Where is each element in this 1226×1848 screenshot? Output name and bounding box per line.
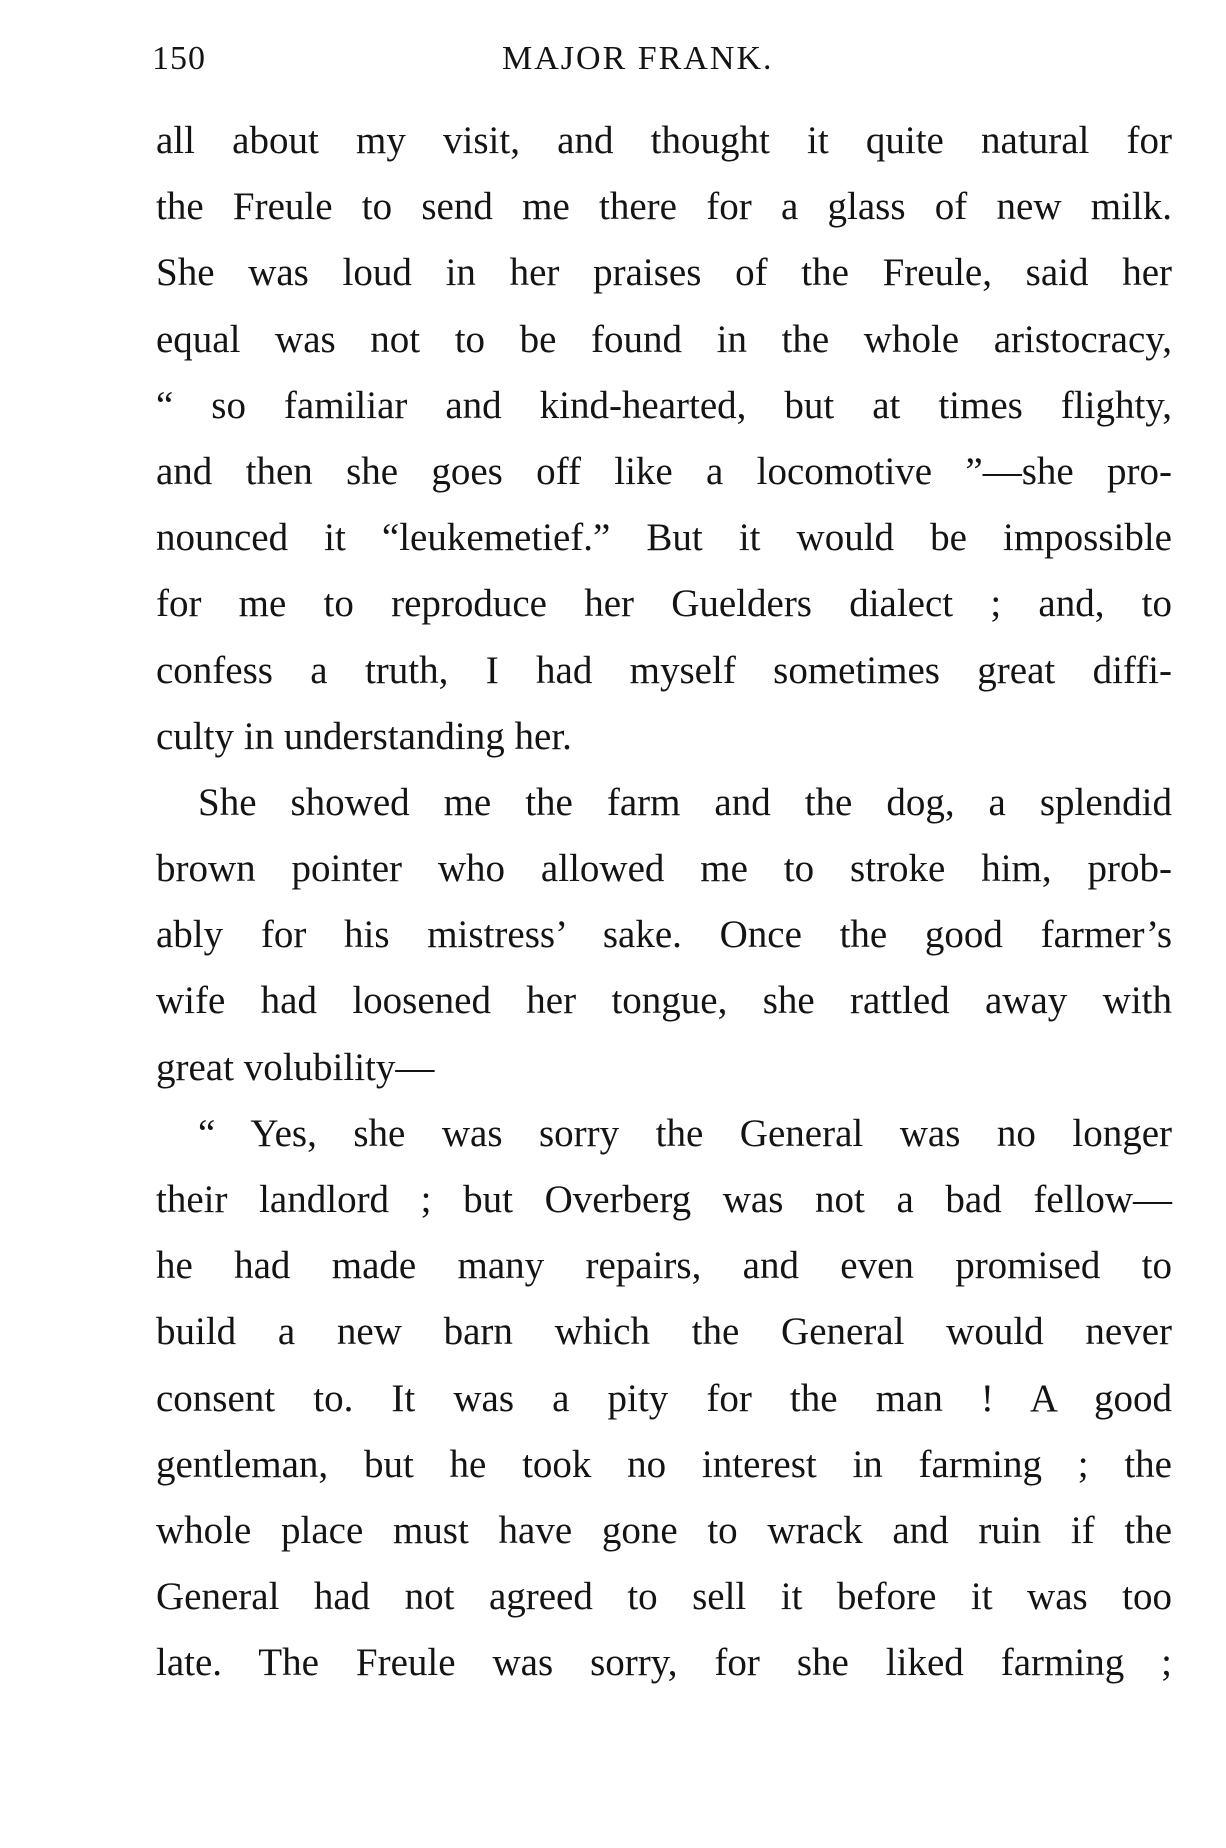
text-line: “ Yes, she was sorry the General was no longer [198,1111,1172,1155]
text-line: the Freule to send me there for a glass of new milk. [156,185,1172,229]
text-line: confess a truth, I had myself sometimes great diffi- [156,648,1172,692]
paragraph-2 [156,770,1172,1101]
text-line: nounced it “leukemetief.” But it would be impossible [156,516,1172,560]
text-line: She showed me the farm and the dog, a splendid [198,780,1172,824]
text-line: equal was not to be found in the whole aristocracy, [156,317,1172,361]
text-line: gentleman, but he took no interest in farming ; the [156,1442,1172,1486]
text-line: all about my visit, and thought it quite natural for [156,119,1172,162]
paragraph-3 [156,1101,1172,1697]
running-title: MAJOR FRANK. [502,40,774,77]
text-line: great volubility— [156,1045,435,1089]
text-line: culty in understanding her. [156,714,572,758]
paragraph-1 [156,108,1172,770]
text-line: late. The Freule was sorry, for she liked farming ; [156,1641,1172,1685]
text-line: She was loud in her praises of the Freule, said her [156,251,1172,295]
text-line: their landlord ; but Overberg was not a bad fellow— [156,1178,1172,1221]
body-text [156,108,1172,1697]
text-line: General had not agreed to sell it before it was too [156,1575,1172,1619]
text-line: for me to reproduce her Guelders dialect ; and, to [156,582,1172,626]
text-line: whole place must have gone to wrack and ruin if the [156,1508,1172,1552]
text-line: build a new barn which the General would never [156,1310,1172,1354]
text-line: wife had loosened her tongue, she rattled away with [156,979,1172,1023]
text-line: he had made many repairs, and even promised to [156,1244,1172,1288]
text-line: consent to. It was a pity for the man ! A good [156,1376,1172,1420]
text-line: ably for his mistress’ sake. Once the good farmer’s [156,913,1172,957]
page-number: 150 [152,40,206,77]
text-line: “ so familiar and kind-hearted, but at times flighty, [156,383,1172,427]
text-line: and then she goes off like a locomotive ”—she pro- [156,449,1172,493]
page-header [152,36,1162,86]
text-line: brown pointer who allowed me to stroke him, prob- [156,847,1172,891]
